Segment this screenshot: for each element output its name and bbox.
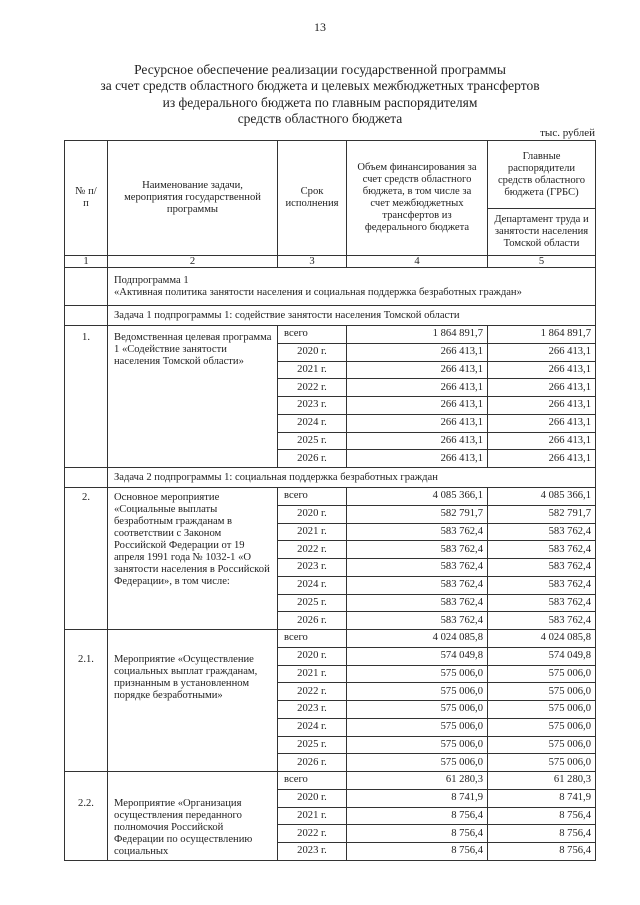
funding-volume: 583 762,4 xyxy=(347,559,488,577)
funding-volume: 582 791,7 xyxy=(347,505,488,523)
table-row xyxy=(65,630,596,648)
funding-volume: 575 006,0 xyxy=(347,683,488,701)
table-row xyxy=(65,772,596,790)
grbs-amount: 266 413,1 xyxy=(488,450,596,468)
funding-volume: 583 762,4 xyxy=(347,612,488,630)
year-label: 2023 г. xyxy=(278,701,347,719)
funding-volume: 266 413,1 xyxy=(347,343,488,361)
year-label: 2025 г. xyxy=(278,594,347,612)
col-number: 5 xyxy=(488,256,596,268)
funding-volume: 583 762,4 xyxy=(347,594,488,612)
grbs-amount: 575 006,0 xyxy=(488,736,596,754)
year-label: 2021 г. xyxy=(278,807,347,825)
total-label: всего xyxy=(278,326,347,344)
grbs-amount: 575 006,0 xyxy=(488,718,596,736)
funding-volume: 266 413,1 xyxy=(347,397,488,415)
subprogram-title xyxy=(108,268,596,306)
header-grbs: Главные распорядители средств областного бюджета (ГРБС) xyxy=(488,141,596,209)
table-row xyxy=(65,326,596,344)
header-name: Наименование задачи, мероприятия государственной программы xyxy=(108,141,278,256)
grbs-amount: 266 413,1 xyxy=(488,397,596,415)
year-label: 2021 г. xyxy=(278,361,347,379)
funding-volume: 8 741,9 xyxy=(347,789,488,807)
grbs-amount: 266 413,1 xyxy=(488,414,596,432)
document-title xyxy=(0,62,640,127)
funding-volume: 266 413,1 xyxy=(347,379,488,397)
year-label: 2024 г. xyxy=(278,576,347,594)
funding-volume: 266 413,1 xyxy=(347,414,488,432)
grbs-amount: 8 756,4 xyxy=(488,843,596,861)
year-label: 2021 г. xyxy=(278,523,347,541)
grbs-amount: 4 024 085,8 xyxy=(488,630,596,648)
task-heading: Задача 1 подпрограммы 1: содействие занятости населения Томской области xyxy=(108,306,596,326)
funding-volume: 583 762,4 xyxy=(347,541,488,559)
funding-volume: 574 049,8 xyxy=(347,647,488,665)
grbs-amount: 1 864 891,7 xyxy=(488,326,596,344)
grbs-amount: 583 762,4 xyxy=(488,559,596,577)
item-description: Мероприятие «Организация осуществления переданного полномочия Российской Федерации по осуществлению социальных xyxy=(108,772,278,861)
year-label: 2022 г. xyxy=(278,541,347,559)
funding-volume: 575 006,0 xyxy=(347,665,488,683)
funding-volume: 266 413,1 xyxy=(347,361,488,379)
year-label: 2020 г. xyxy=(278,343,347,361)
funding-volume: 1 864 891,7 xyxy=(347,326,488,344)
col-number: 4 xyxy=(347,256,488,268)
funding-table xyxy=(64,140,596,861)
table-row xyxy=(65,488,596,506)
title-line: из федерального бюджета по главным распорядителям xyxy=(162,94,478,110)
grbs-amount: 583 762,4 xyxy=(488,594,596,612)
funding-volume: 575 006,0 xyxy=(347,754,488,772)
grbs-amount: 582 791,7 xyxy=(488,505,596,523)
task-heading: Задача 2 подпрограммы 1: социальная поддержка безработных граждан xyxy=(108,468,596,488)
page-number: 13 xyxy=(314,20,326,34)
units-label: тыс. рублей xyxy=(540,127,595,139)
grbs-amount: 575 006,0 xyxy=(488,683,596,701)
year-label: 2022 г. xyxy=(278,825,347,843)
col-number: 3 xyxy=(278,256,347,268)
funding-volume: 575 006,0 xyxy=(347,736,488,754)
item-description: Ведомственная целевая программа 1 «Содействие занятости населения Томской области» xyxy=(108,326,278,468)
funding-volume: 8 756,4 xyxy=(347,843,488,861)
year-label: 2020 г. xyxy=(278,647,347,665)
grbs-amount: 8 756,4 xyxy=(488,807,596,825)
item-number: 2.1. xyxy=(65,630,108,772)
grbs-amount: 8 756,4 xyxy=(488,825,596,843)
col-number: 2 xyxy=(108,256,278,268)
year-label: 2023 г. xyxy=(278,843,347,861)
subprogram-line: «Активная политика занятости населения и социальная поддержка безработных граждан» xyxy=(114,286,522,298)
funding-volume: 4 024 085,8 xyxy=(347,630,488,648)
item-number: 2.2. xyxy=(65,772,108,861)
funding-volume: 61 280,3 xyxy=(347,772,488,790)
year-label: 2022 г. xyxy=(278,683,347,701)
year-label: 2023 г. xyxy=(278,397,347,415)
header-no: № п/п xyxy=(65,141,108,256)
funding-volume: 4 085 366,1 xyxy=(347,488,488,506)
grbs-amount: 583 762,4 xyxy=(488,541,596,559)
year-label: 2024 г. xyxy=(278,718,347,736)
title-line: Ресурсное обеспечение реализации государственной программы xyxy=(134,62,506,77)
funding-volume: 575 006,0 xyxy=(347,718,488,736)
year-label: 2026 г. xyxy=(278,754,347,772)
title-line: за счет средств областного бюджета и целевых межбюджетных трансфертов xyxy=(100,78,540,94)
year-label: 2025 г. xyxy=(278,432,347,450)
header-volume: Объем финансирования за счет средств областного бюджета, в том числе за счет межбюджетных трансфертов из федерального бюджета xyxy=(347,141,488,256)
year-label: 2020 г. xyxy=(278,505,347,523)
grbs-amount: 61 280,3 xyxy=(488,772,596,790)
grbs-amount: 266 413,1 xyxy=(488,379,596,397)
funding-volume: 583 762,4 xyxy=(347,576,488,594)
item-description: Основное мероприятие «Социальные выплаты безработным гражданам в соответствии с Законом Российской Федерации от 19 апреля 1991 года № 1032-1 «О занятости населения в Российской Федерации», в том числе: xyxy=(108,488,278,630)
total-label: всего xyxy=(278,488,347,506)
grbs-amount: 583 762,4 xyxy=(488,576,596,594)
grbs-amount: 266 413,1 xyxy=(488,432,596,450)
total-label: всего xyxy=(278,630,347,648)
year-label: 2026 г. xyxy=(278,450,347,468)
header-term: Срок исполнения xyxy=(278,141,347,256)
grbs-amount: 583 762,4 xyxy=(488,612,596,630)
grbs-amount: 583 762,4 xyxy=(488,523,596,541)
item-number: 1. xyxy=(65,326,108,468)
grbs-amount: 266 413,1 xyxy=(488,343,596,361)
year-label: 2024 г. xyxy=(278,414,347,432)
funding-volume: 575 006,0 xyxy=(347,701,488,719)
grbs-amount: 575 006,0 xyxy=(488,701,596,719)
funding-volume: 8 756,4 xyxy=(347,807,488,825)
year-label: 2022 г. xyxy=(278,379,347,397)
total-label: всего xyxy=(278,772,347,790)
header-grbs-dept: Департамент труда и занятости населения Томской области xyxy=(488,209,596,256)
year-label: 2025 г. xyxy=(278,736,347,754)
year-label: 2021 г. xyxy=(278,665,347,683)
funding-volume: 8 756,4 xyxy=(347,825,488,843)
grbs-amount: 266 413,1 xyxy=(488,361,596,379)
funding-volume: 583 762,4 xyxy=(347,523,488,541)
grbs-amount: 4 085 366,1 xyxy=(488,488,596,506)
grbs-amount: 575 006,0 xyxy=(488,754,596,772)
year-label: 2020 г. xyxy=(278,789,347,807)
col-number: 1 xyxy=(65,256,108,268)
year-label: 2026 г. xyxy=(278,612,347,630)
funding-volume: 266 413,1 xyxy=(347,432,488,450)
year-label: 2023 г. xyxy=(278,559,347,577)
grbs-amount: 574 049,8 xyxy=(488,647,596,665)
item-number: 2. xyxy=(65,488,108,630)
title-line: средств областного бюджета xyxy=(237,110,403,126)
item-description: Мероприятие «Осуществление социальных выплат гражданам, признанным в установленном порядке безработными» xyxy=(108,630,278,772)
grbs-amount: 8 741,9 xyxy=(488,789,596,807)
subprogram-line: Подпрограмма 1 xyxy=(114,274,189,286)
funding-volume: 266 413,1 xyxy=(347,450,488,468)
grbs-amount: 575 006,0 xyxy=(488,665,596,683)
